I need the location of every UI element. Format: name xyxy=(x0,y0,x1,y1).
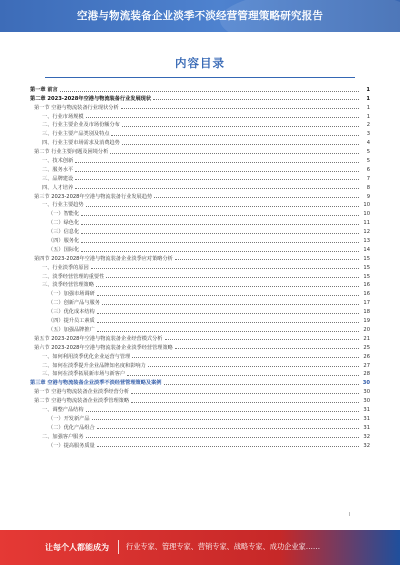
toc-entry-title: 三、淡季经营管理策略 xyxy=(42,282,94,289)
toc-dot-leader xyxy=(153,99,359,100)
toc-entry-title: 一、调整产品结构 xyxy=(42,406,84,413)
toc-entry-page: 15 xyxy=(363,264,370,271)
toc-entry-page: 12 xyxy=(363,229,370,236)
toc-entry[interactable] xyxy=(30,164,370,173)
toc-entry-page: 26 xyxy=(363,353,370,360)
toc-entry-title: 一、行业淡季的原因 xyxy=(42,264,89,271)
toc-entry[interactable] xyxy=(30,200,370,209)
toc-entry[interactable] xyxy=(30,324,370,333)
toc-entry-page: 6 xyxy=(366,166,370,173)
toc-dot-leader xyxy=(86,117,359,118)
toc-entry-page: 31 xyxy=(363,406,370,413)
toc-entry[interactable] xyxy=(30,360,370,369)
toc-entry-page: 28 xyxy=(363,371,370,378)
toc-entry-title: （二）创新产品与服务 xyxy=(48,300,100,307)
toc-entry-page: 10 xyxy=(363,202,370,209)
toc-entry[interactable] xyxy=(30,137,370,146)
toc-dot-leader xyxy=(81,224,359,225)
footer-roles: 行业专家、管理专家、营销专家、战略专家、成功企业家…… xyxy=(126,542,321,551)
toc-entry-page: 32 xyxy=(363,442,370,449)
toc-entry-title: 第五节 2023-2028年空港与物流装备企业经营模式分析 xyxy=(34,335,163,342)
toc-entry-page: 9 xyxy=(366,193,370,200)
toc-entry-title: 三、品牌建设 xyxy=(42,175,74,182)
toc-dot-leader xyxy=(175,259,359,260)
toc-entry-page: 1 xyxy=(366,86,370,93)
toc-entry[interactable] xyxy=(30,342,370,351)
toc-entry-page: 1 xyxy=(366,95,370,102)
toc-entry-page: 14 xyxy=(363,246,370,253)
toc-entry-title: （一）提高服务质量 xyxy=(48,442,95,449)
toc-entry[interactable] xyxy=(30,377,370,386)
toc-entry-page: 7 xyxy=(366,175,370,182)
toc-dot-leader xyxy=(97,446,359,447)
toc-dot-leader xyxy=(127,375,359,376)
toc-entry[interactable] xyxy=(30,84,370,93)
toc-entry-title: 一、行业主要趋势 xyxy=(42,202,84,209)
toc-dot-leader xyxy=(97,331,359,332)
heading-divider xyxy=(45,77,355,78)
toc-dot-leader xyxy=(154,197,359,198)
toc-dot-leader xyxy=(81,233,359,234)
toc-entry[interactable] xyxy=(30,182,370,191)
toc-dot-leader xyxy=(86,206,359,207)
toc-dot-leader xyxy=(131,402,359,403)
toc-heading: 内容目录 xyxy=(175,56,225,70)
toc-entry-title: 三、如何在淡季拓展新市场与新客户 xyxy=(42,371,126,378)
footer-divider xyxy=(118,540,119,554)
toc-entry-page: 5 xyxy=(366,149,370,156)
toc-dot-leader xyxy=(148,366,359,367)
toc-entry-page: 1 xyxy=(366,113,370,120)
toc-entry-title: （一）加强市场调研 xyxy=(48,291,95,298)
toc-entry-page: 31 xyxy=(363,424,370,431)
toc-entry-title: 二、如何在淡季提升企业品牌知名度和影响力 xyxy=(42,362,146,369)
toc-entry-title: （二）绿色化 xyxy=(48,220,80,227)
toc-entry-page: 18 xyxy=(363,309,370,316)
toc-dot-leader xyxy=(75,188,359,189)
toc-entry-page: 1 xyxy=(366,104,370,111)
toc-entry-page: 30 xyxy=(363,398,370,405)
toc-entry-title: 第二节 行业主要问题及困境分析 xyxy=(34,149,109,156)
toc-dot-leader xyxy=(122,144,359,145)
toc-entry-page: 5 xyxy=(366,158,370,165)
header-band xyxy=(0,0,400,32)
toc-entry-title: （四）服务化 xyxy=(48,238,80,245)
toc-entry-title: 第一节 空港与物流装备企业淡季经营分析 xyxy=(34,389,130,396)
toc-entry[interactable] xyxy=(30,369,370,378)
toc-dot-leader xyxy=(96,286,359,287)
toc-entry[interactable] xyxy=(30,422,370,431)
toc-dot-leader xyxy=(60,91,359,92)
toc-dot-leader xyxy=(97,313,359,314)
toc-entry[interactable] xyxy=(30,155,370,164)
toc-entry-page: 19 xyxy=(363,318,370,325)
toc-entry[interactable] xyxy=(30,120,370,129)
toc-entry[interactable] xyxy=(30,404,370,413)
toc-dot-leader xyxy=(75,171,359,172)
report-title: 空港与物流装备企业淡季不淡经营管理策略研究报告 xyxy=(76,10,324,22)
toc-entry-title: （五）国际化 xyxy=(48,246,80,253)
toc-dot-leader xyxy=(81,215,359,216)
toc-entry-title: 第二章 2023-2028年空港与物流装备行业发展现状 xyxy=(30,95,152,102)
toc-entry-title: （三）优化成本结构 xyxy=(48,309,95,316)
toc-entry-title: 二、加强客户服务 xyxy=(42,433,84,440)
toc-entry[interactable] xyxy=(30,315,370,324)
toc-entry[interactable] xyxy=(30,173,370,182)
toc-entry[interactable] xyxy=(30,413,370,422)
toc-entry[interactable] xyxy=(30,297,370,306)
toc-entry-page: 4 xyxy=(366,140,370,147)
toc-entry[interactable] xyxy=(30,111,370,120)
toc-dot-leader xyxy=(106,277,359,278)
toc-entry-page: 30 xyxy=(363,389,370,396)
toc-entry-title: 第二节 空港与物流装备企业淡季管理策略 xyxy=(34,398,130,405)
toc-entry-title: 二、服务水平 xyxy=(42,166,74,173)
toc-dot-leader xyxy=(92,419,359,420)
toc-dot-leader xyxy=(97,428,359,429)
toc-dot-leader xyxy=(121,108,359,109)
toc-entry[interactable] xyxy=(30,306,370,315)
toc-entry-page: 15 xyxy=(363,255,370,262)
toc-dot-leader xyxy=(81,251,359,252)
toc-entry-page: 31 xyxy=(363,415,370,422)
toc-entry-page: 8 xyxy=(366,184,370,191)
toc-entry[interactable] xyxy=(30,128,370,137)
toc-dot-leader xyxy=(132,357,359,358)
toc-entry[interactable] xyxy=(30,93,370,102)
toc-entry[interactable] xyxy=(30,280,370,289)
toc-entry-title: 第四节 2023-2028年空港与物流装备企业淡季应对策略分析 xyxy=(34,255,173,262)
toc-entry[interactable] xyxy=(30,431,370,440)
toc-dot-leader xyxy=(86,411,359,412)
toc-entry[interactable] xyxy=(30,288,370,297)
toc-dot-leader xyxy=(122,126,359,127)
toc-entry-title: 四、行业主要市场需求及消费趋势 xyxy=(42,140,120,147)
toc-entry-page: 13 xyxy=(363,238,370,245)
toc-entry-page: 21 xyxy=(363,335,370,342)
page-number: I xyxy=(348,512,350,518)
toc-entry-page: 15 xyxy=(363,273,370,280)
toc-entry-title: 四、人才培养 xyxy=(42,184,74,191)
toc-dot-leader xyxy=(175,348,359,349)
toc-dot-leader xyxy=(102,304,359,305)
toc-entry-title: 第一节 空港与物流装备行业现状分析 xyxy=(34,104,119,111)
toc-entry[interactable] xyxy=(30,253,370,262)
toc-entry[interactable] xyxy=(30,333,370,342)
toc-dot-leader xyxy=(86,437,359,438)
toc-entry[interactable] xyxy=(30,191,370,200)
toc-entry-title: 一、技术创新 xyxy=(42,158,74,165)
toc-entry-title: （三）信息化 xyxy=(48,229,80,236)
toc-entry[interactable] xyxy=(30,271,370,280)
toc-entry-title: 第三章 空港与物流装备企业淡季不淡经营管理策略及案例 xyxy=(30,380,162,387)
toc-entry[interactable] xyxy=(30,351,370,360)
toc-entry-page: 30 xyxy=(362,380,370,387)
toc-entry-title: 一、行业市场规模 xyxy=(42,113,84,120)
toc-entry-page: 2 xyxy=(366,122,370,129)
toc-entry-title: （五）加强品牌推广 xyxy=(48,326,95,333)
toc-entry[interactable] xyxy=(30,146,370,155)
toc-entry[interactable] xyxy=(30,395,370,404)
toc-entry-title: 第三节 2023-2028年空港与物流装备行业发展趋势 xyxy=(34,193,153,200)
toc-entry-title: 第一章 前言 xyxy=(30,86,58,93)
toc-entry-title: 三、行业主要产品类别及特点 xyxy=(42,131,110,138)
toc-dot-leader xyxy=(75,162,359,163)
toc-dot-leader xyxy=(81,242,359,243)
toc-entry-page: 25 xyxy=(363,344,370,351)
toc-entry-page: 20 xyxy=(363,326,370,333)
toc-entry-page: 11 xyxy=(363,220,370,227)
toc-dot-leader xyxy=(91,268,359,269)
toc-entry-page: 3 xyxy=(366,131,370,138)
toc-entry[interactable] xyxy=(30,235,370,244)
toc-entry[interactable] xyxy=(30,217,370,226)
toc-dot-leader xyxy=(111,135,359,136)
toc-entry[interactable] xyxy=(30,440,370,449)
toc-entry-title: 二、行业主要企业及市场份额分布 xyxy=(42,122,120,129)
toc-dot-leader xyxy=(165,339,360,340)
toc-entry-title: 一、如何利用淡季优化企业运营与管理 xyxy=(42,353,131,360)
toc-entry[interactable] xyxy=(30,226,370,235)
toc-entry-page: 16 xyxy=(363,291,370,298)
toc-dot-leader xyxy=(97,322,359,323)
toc-entry-title: （四）提升员工素质 xyxy=(48,318,95,325)
toc-entry-page: 32 xyxy=(363,433,370,440)
toc-entry[interactable] xyxy=(30,386,370,395)
toc-entry-title: 二、淡季经营管理的重要性 xyxy=(42,273,105,280)
footer-slogan: 让每个人都能成为 xyxy=(45,543,109,552)
toc-entry[interactable] xyxy=(30,102,370,111)
toc-entry-title: （一）智能化 xyxy=(48,211,80,218)
toc-entry-title: 第六节 2023-2028年空港与物流装备企业淡季经营管理策略 xyxy=(34,344,173,351)
toc-entry-page: 17 xyxy=(363,300,370,307)
toc-entry[interactable] xyxy=(30,262,370,271)
toc-dot-leader xyxy=(97,295,359,296)
toc-dot-leader xyxy=(164,384,360,385)
toc-entry-page: 27 xyxy=(363,362,370,369)
toc-dot-leader xyxy=(75,179,359,180)
toc-entry[interactable] xyxy=(30,208,370,217)
toc-dot-leader xyxy=(110,153,359,154)
toc-entry-page: 10 xyxy=(363,211,370,218)
toc-entry-title: （二）优化产品组合 xyxy=(48,424,95,431)
toc-dot-leader xyxy=(131,393,359,394)
toc-entry-title: （一）开发新产品 xyxy=(48,415,90,422)
toc-list xyxy=(30,84,370,449)
footer-band xyxy=(0,530,400,565)
toc-entry[interactable] xyxy=(30,244,370,253)
toc-entry-page: 16 xyxy=(363,282,370,289)
